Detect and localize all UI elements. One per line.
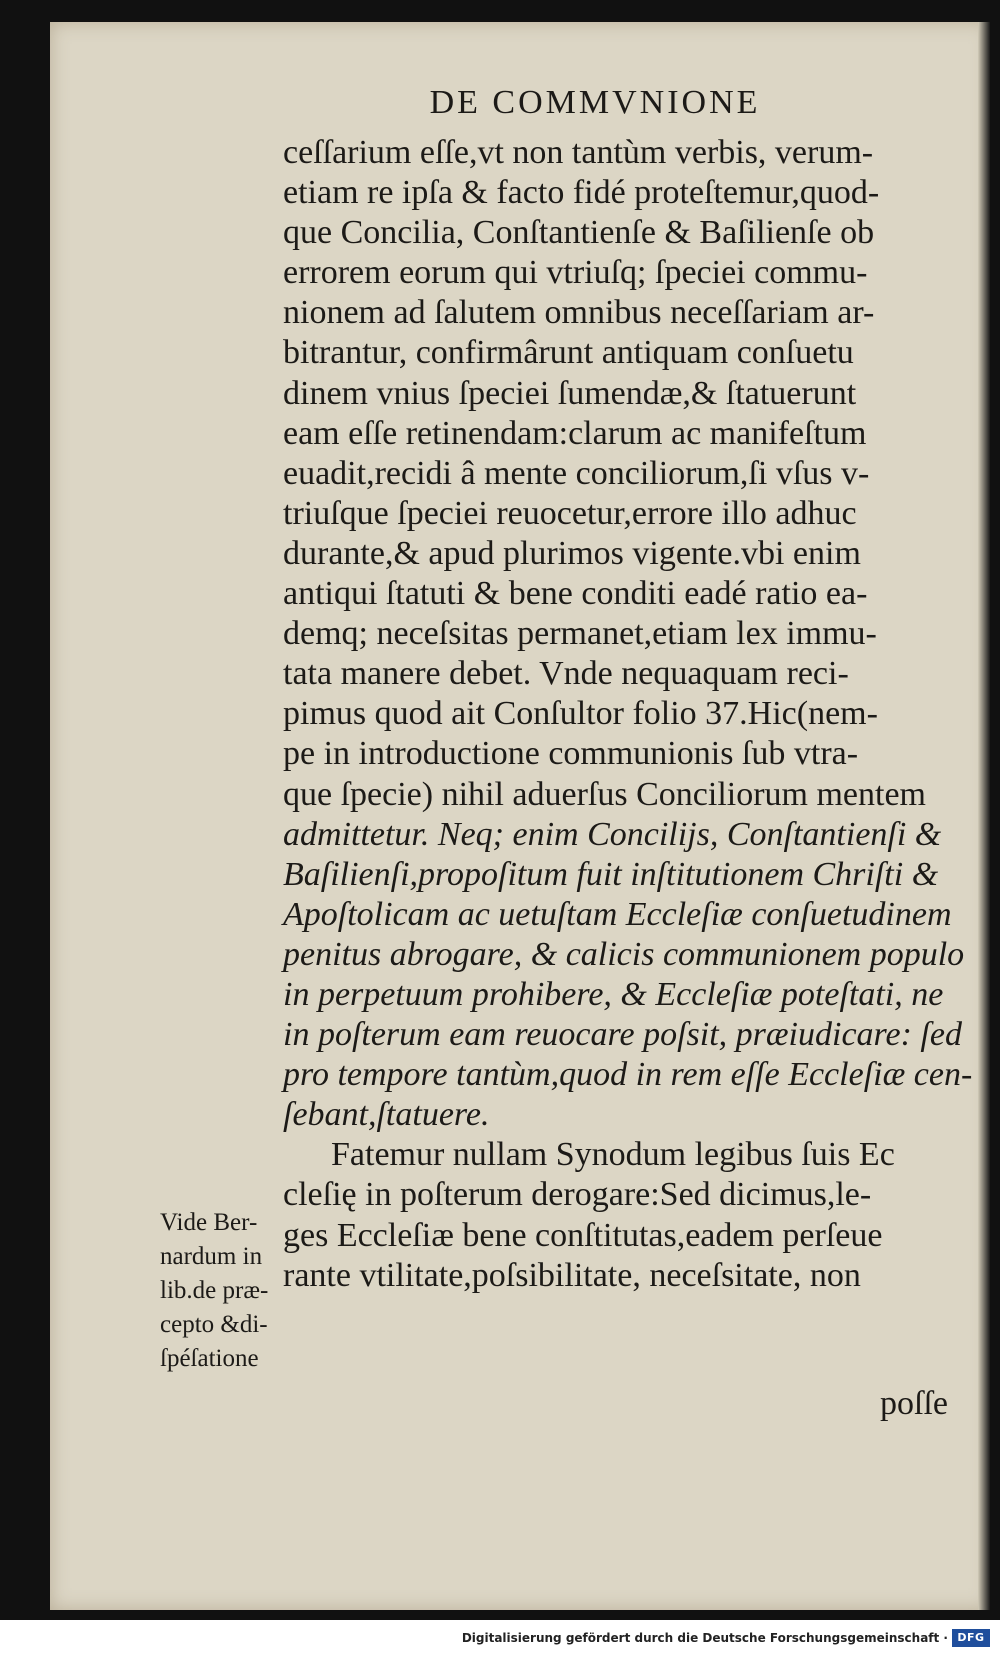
quoted-text-line: Baſilienſi,propoſitum fuit inſtitutionem Chriſti & [283, 855, 939, 893]
text-line: ges Eccleſiæ bene conſtitutas,eadem perſeue [283, 1216, 883, 1254]
quoted-text-line: ſebant,ſtatuere. [283, 1096, 490, 1134]
text-line: que ſpecie) nihil aduerſus Conciliorum mentem [283, 775, 926, 813]
text-line: tata manere debet. Vnde nequaquam reci- [283, 655, 849, 693]
text-line: antiqui ſtatuti & bene conditi eadé ratio ea- [283, 575, 868, 613]
text-line: eam eſſe retinendam:clarum ac manifeſtum [283, 414, 867, 452]
funding-credit: Digitalisierung gefördert durch die Deutsche Forschungsgemeinschaft · [461, 1631, 948, 1645]
text-line: etiam re ipſa & facto fidé proteſtemur,quod- [283, 174, 880, 212]
marginal-note-line: lib.de præ- [160, 1277, 269, 1304]
main-text-block [283, 133, 993, 1296]
text-line: pimus quod ait Conſultor folio 37.Hic(nem- [283, 695, 878, 733]
text-line: rante vtilitate,poſsibilitate, neceſsitate, non [283, 1256, 861, 1294]
text-line: nionem ad ſalutem omnibus neceſſariam ar- [283, 294, 875, 332]
text-line: ceſſarium eſſe,vt non tantùm verbis, verum- [283, 134, 874, 171]
text-line: euadit,recidi â mente conciliorum,ſi vſus v- [283, 454, 870, 492]
text-line: errorem eorum qui vtriuſq; ſpeciei commu- [283, 254, 868, 292]
text-line: durante,& apud plurimos vigente.vbi enim [283, 534, 861, 572]
digitization-footer [0, 1620, 1000, 1658]
quoted-text-line: admittetur. Neq; enim Concilijs, Conſtantienſi & [283, 815, 942, 853]
quoted-text-line: Apoſtolicam ac uetuſtam Eccleſiæ conſuetudinem [283, 895, 952, 933]
text-line: bitrantur, confirmârunt antiquam conſuetu [283, 334, 854, 372]
dfg-logo-icon: DFG [952, 1629, 990, 1647]
quoted-text-line: penitus abrogare, & calicis communionem populo [283, 935, 965, 973]
quoted-text-line: in perpetuum prohibere, & Eccleſiæ poteſtati, ne [283, 975, 944, 1013]
quoted-text-line: pro tempore tantùm,quod in rem eſſe Eccleſiæ cen- [283, 1056, 973, 1094]
text-line: cleſię in poſterum derogare:Sed dicimus,le- [283, 1176, 872, 1214]
marginal-note-line: ſpéſatione [160, 1345, 259, 1372]
catchword: poſſe [880, 1385, 948, 1422]
marginal-note-line: cepto &di- [160, 1311, 268, 1338]
text-line: pe in introductione communionis ſub vtra- [283, 735, 859, 773]
marginal-note-line: nardum in [160, 1243, 263, 1270]
marginal-note-line: Vide Ber- [160, 1209, 258, 1236]
marginal-note [160, 1206, 268, 1376]
text-line: que Concilia, Conſtantienſe & Baſilienſe ob [283, 214, 875, 252]
running-head-text: DE COMMVNIONE [429, 84, 761, 121]
running-head [0, 84, 1000, 122]
text-line: triuſque ſpeciei reuocetur,errore illo adhuc [283, 494, 857, 532]
text-line: demq; neceſsitas permanet,etiam lex immu- [283, 615, 877, 653]
paragraph-start-line: Fatemur nullam Synodum legibus ſuis Ec [331, 1136, 895, 1174]
text-line: dinem vnius ſpeciei ſumendæ,& ſtatuerunt [283, 374, 857, 412]
quoted-text-line: in poſterum eam reuocare poſsit, præiudicare: ſed [283, 1016, 962, 1054]
